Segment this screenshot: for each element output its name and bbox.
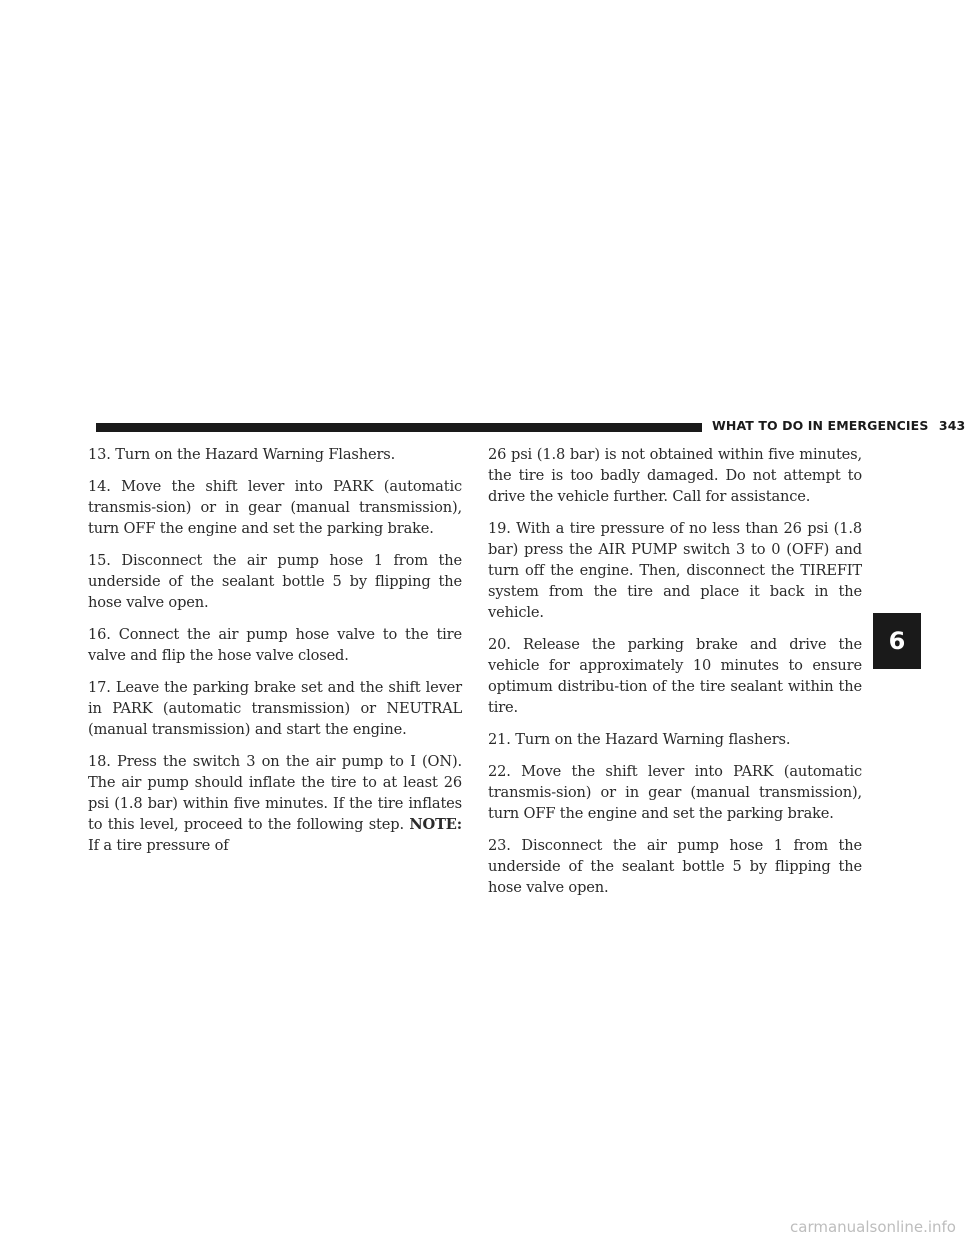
step-14: 14. Move the shift lever into PARK (automatic transmis-sion) or in gear (manual transmission), turn OFF the engine and set the parking brake. xyxy=(88,478,462,537)
section-title: WHAT TO DO IN EMERGENCIES xyxy=(712,418,929,433)
step-16: 16. Connect the air pump hose valve to the tire valve and flip the hose valve closed. xyxy=(88,626,462,664)
step-22: 22. Move the shift lever into PARK (automatic transmis-sion) or in gear (manual transmission), turn OFF the engine and set the parking brake. xyxy=(488,763,862,822)
step-17: 17. Leave the parking brake set and the shift lever in PARK (automatic transmission) or NEUTRAL (manual transmission) and start the engine. xyxy=(88,679,462,738)
step-18-text: 18. Press the switch 3 on the air pump to I (ON). The air pump should inflate the tire to at least 26 psi (1.8 bar) within five minutes. If the tire inflates to this level, proceed to the following step. xyxy=(88,753,462,833)
header-rule xyxy=(96,423,702,432)
chapter-tab: 6 xyxy=(873,613,921,669)
step-18 xyxy=(88,751,462,856)
note-continuation: 26 psi (1.8 bar) is not obtained within five minutes, the tire is too badly damaged. Do not attempt to drive the vehicle further. Call for assistance. xyxy=(488,446,862,505)
step-21: 21. Turn on the Hazard Warning flashers. xyxy=(488,731,791,748)
watermark: carmanualsonline.info xyxy=(790,1218,956,1236)
page-number: 343 xyxy=(938,418,965,433)
left-column xyxy=(88,444,462,867)
step-15: 15. Disconnect the air pump hose 1 from the underside of the sealant bottle 5 by flipping the hose valve open. xyxy=(88,552,462,611)
step-23: 23. Disconnect the air pump hose 1 from the underside of the sealant bottle 5 by flipping the hose valve open. xyxy=(488,837,862,896)
step-20: 20. Release the parking brake and drive the vehicle for approximately 10 minutes to ensure optimum distribu-tion of the tire sealant within the tire. xyxy=(488,636,862,716)
note-start: If a tire pressure of xyxy=(88,837,229,854)
step-13: 13. Turn on the Hazard Warning Flashers. xyxy=(88,446,396,463)
note-label: NOTE: xyxy=(409,816,462,833)
step-19: 19. With a tire pressure of no less than 26 psi (1.8 bar) press the AIR PUMP switch 3 to 0 (OFF) and turn off the engine. Then, disconnect the TIREFIT system from the tire and place it back in the vehicle. xyxy=(488,520,862,621)
running-header xyxy=(712,418,965,433)
right-column xyxy=(488,444,862,909)
